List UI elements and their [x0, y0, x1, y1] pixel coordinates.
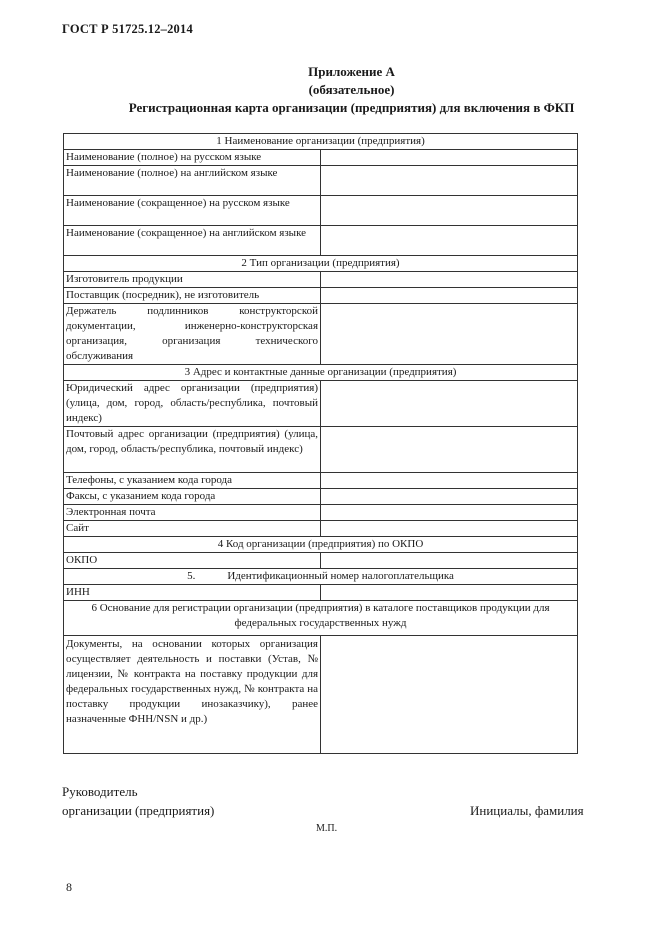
value-cell[interactable]: [321, 553, 578, 569]
value-cell[interactable]: [321, 196, 578, 226]
table-row: [64, 196, 578, 226]
section-row: [64, 569, 578, 585]
row-label: ОКПО: [64, 553, 321, 569]
table-row: [64, 226, 578, 256]
appendix-label: Приложение А: [308, 64, 395, 79]
row-label: Телефоны, с указанием кода города: [64, 473, 321, 489]
standard-code: ГОСТ Р 51725.12–2014: [62, 22, 193, 36]
row-label: Наименование (полное) на русском языке: [64, 150, 321, 166]
row-label: Документы, на основании которых организация осуществляет деятельность и поставки (Устав, № лицензии, № контракта на поставку продукции для федеральных государственных нужд, № контракта на поставку продукции инозаказчику), ранее назначенные ФНН/NSN и др.): [64, 636, 321, 754]
row-label: Наименование (сокращенное) на английском языке: [64, 226, 321, 256]
section-2-heading: 2 Тип организации (предприятия): [64, 256, 578, 272]
table-row: [64, 381, 578, 427]
table-row: [64, 166, 578, 196]
section-row: [64, 537, 578, 553]
row-label: Юридический адрес организации (предприятия) (улица, дом, город, область/республика, почтовый индекс): [64, 381, 321, 427]
row-label: Сайт: [64, 521, 321, 537]
value-cell[interactable]: [321, 166, 578, 196]
value-cell[interactable]: [321, 272, 578, 288]
signature-head-label: Руководитель: [62, 784, 138, 799]
section-3-heading: 3 Адрес и контактные данные организации (предприятия): [64, 365, 578, 381]
table-row: [64, 585, 578, 601]
table-row: [64, 553, 578, 569]
section-4-heading: 4 Код организации (предприятия) по ОКПО: [64, 537, 578, 553]
section-row: [64, 134, 578, 150]
table-row: [64, 473, 578, 489]
table-row: [64, 489, 578, 505]
table-row: [64, 505, 578, 521]
table-row: [64, 427, 578, 473]
signature-initials-label: Инициалы, фамилия: [470, 803, 584, 818]
section-5-heading: [64, 569, 578, 585]
table-row: [64, 521, 578, 537]
appendix-title: Регистрационная карта организации (предприятия) для включения в ФКП: [128, 100, 575, 115]
row-label: Наименование (полное) на английском языке: [64, 166, 321, 196]
value-cell[interactable]: [321, 505, 578, 521]
row-label: Держатель подлинников конструкторской документации, инженерно-конструкторская организация, организация технического обслуживания: [64, 304, 321, 365]
row-label: Изготовитель продукции: [64, 272, 321, 288]
section-row: [64, 256, 578, 272]
section-1-heading: 1 Наименование организации (предприятия): [64, 134, 578, 150]
row-label: Электронная почта: [64, 505, 321, 521]
row-label: Наименование (сокращенное) на русском языке: [64, 196, 321, 226]
value-cell[interactable]: [321, 288, 578, 304]
row-label: Поставщик (посредник), не изготовитель: [64, 288, 321, 304]
section-row: [64, 601, 578, 636]
row-label: ИНН: [64, 585, 321, 601]
table-row: [64, 288, 578, 304]
section-5-number: 5.: [187, 570, 196, 582]
row-label: Почтовый адрес организации (предприятия) (улица, дом, город, область/республика, почтовый индекс): [64, 427, 321, 473]
section-5-title: Идентификационный номер налогоплательщика: [227, 570, 454, 582]
value-cell[interactable]: [321, 585, 578, 601]
table-row: [64, 150, 578, 166]
table-row: [64, 636, 578, 754]
registration-card-table: [63, 133, 578, 754]
value-cell[interactable]: [321, 304, 578, 365]
value-cell[interactable]: [321, 473, 578, 489]
value-cell[interactable]: [321, 489, 578, 505]
value-cell[interactable]: [321, 521, 578, 537]
page-number: 8: [66, 880, 72, 894]
section-6-heading: 6 Основание для регистрации организации (предприятия) в каталоге поставщиков продукции для федеральных государственных нужд: [64, 601, 578, 636]
value-cell[interactable]: [321, 427, 578, 473]
signature-org-label: организации (предприятия): [62, 803, 215, 818]
appendix-status: (обязательное): [308, 82, 395, 97]
section-row: [64, 365, 578, 381]
value-cell[interactable]: [321, 226, 578, 256]
value-cell[interactable]: [321, 381, 578, 427]
row-label: Факсы, с указанием кода города: [64, 489, 321, 505]
stamp-place-label: М.П.: [316, 823, 338, 834]
table-row: [64, 304, 578, 365]
value-cell[interactable]: [321, 150, 578, 166]
table-row: [64, 272, 578, 288]
value-cell[interactable]: [321, 636, 578, 754]
